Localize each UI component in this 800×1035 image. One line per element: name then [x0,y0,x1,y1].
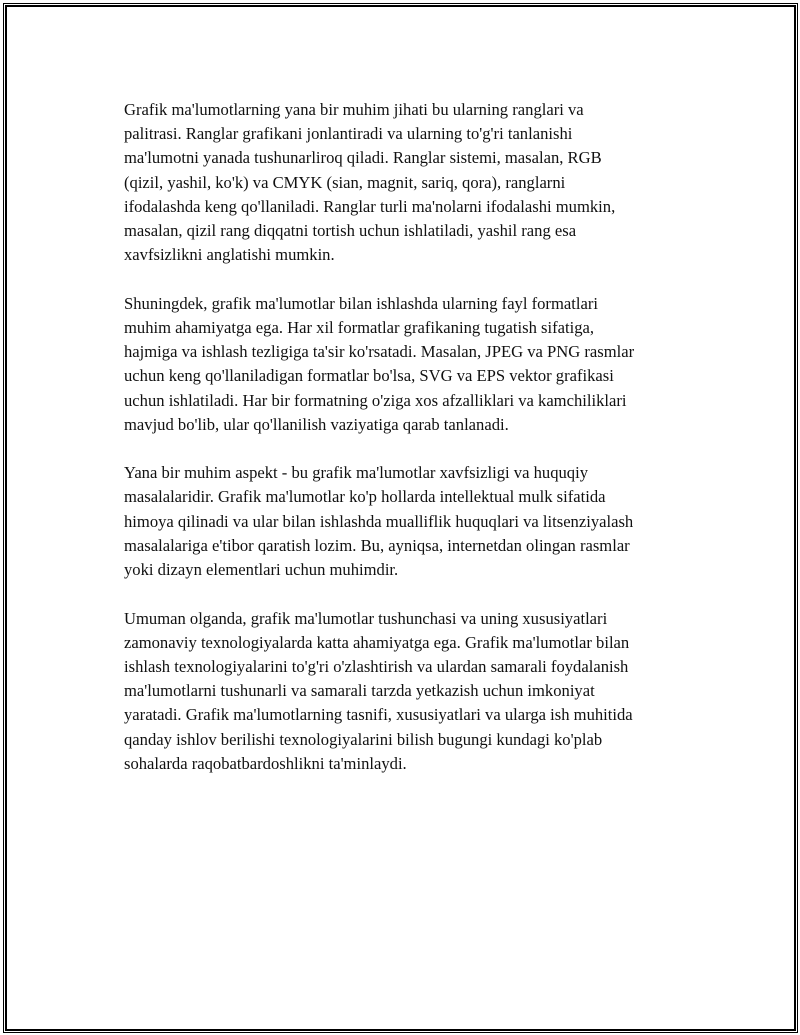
paragraph-file-formats [124,292,694,437]
text-line: yaratadi. Grafik ma'lumotlarning tasnifi, xususiyatlari va ularga ish muhitida [124,705,633,725]
page-border [3,3,798,1033]
text-line: palitrasi. Ranglar grafikani jonlantiradi va ularning to'g'ri tanlanishi [124,124,573,144]
text-line: ishlash texnologiyalarini to'g'ri o'zlashtirish va ulardan samarali foydalanish [124,656,629,676]
text-line: (qizil, yashil, ko'k) va CMYK (sian, magnit, sariq, qora), ranglarni [124,172,566,192]
text-line: muhim ahamiyatga ega. Har xil formatlar grafikaning tugatish sifatiga, [124,317,595,337]
text-line: Umuman olganda, grafik ma'lumotlar tushunchasi va uning xususiyatlari [124,608,608,628]
document-body [124,98,694,800]
paragraph-conclusion [124,607,694,776]
text-line: zamonaviy texnologiyalarda katta ahamiyatga ega. Grafik ma'lumotlar bilan [124,632,630,652]
text-line: uchun ishlatiladi. Har bir formatning o'ziga xos afzalliklari va kamchiliklari [124,390,627,410]
text-line: Yana bir muhim aspekt - bu grafik ma'lumotlar xavfsizligi va huquqiy [124,463,589,483]
text-line: uchun keng qo'llaniladigan formatlar bo'lsa, SVG va EPS vektor grafikasi [124,366,614,386]
text-line: ma'lumotni yanada tushunarliroq qiladi. Ranglar sistemi, masalan, RGB [124,148,602,168]
text-line: qanday ishlov berilishi texnologiyalarini bilish bugungi kundagi ko'plab [124,729,603,749]
text-line: himoya qilinadi va ular bilan ishlashda mualliflik huquqlari va litsenziyalash [124,511,634,531]
text-line: Grafik ma'lumotlarning yana bir muhim jihati bu ularning ranglari va [124,100,584,119]
text-line: masalan, qizil rang diqqatni tortish uchun ishlatiladi, yashil rang esa [124,221,577,241]
text-line: yoki dizayn elementlari uchun muhimdir. [124,560,399,580]
paragraph-colors [124,98,694,267]
text-line: hajmiga va ishlash tezligiga ta'sir ko'rsatadi. Masalan, JPEG va PNG rasmlar [124,342,635,362]
text-line: sohalarda raqobatbardoshlikni ta'minlaydi. [124,753,407,773]
text-line: ifodalashda keng qo'llaniladi. Ranglar turli ma'nolarni ifodalashi mumkin, [124,196,616,216]
text-line: ma'lumotlarni tushunarli va samarali tarzda yetkazish uchun imkoniyat [124,681,595,701]
text-line: Shuningdek, grafik ma'lumotlar bilan ishlashda ularning fayl formatlari [124,293,598,313]
text-line: mavjud bo'lib, ular qo'llanilish vaziyatiga qarab tanlanadi. [124,414,509,434]
text-line: masalalaridir. Grafik ma'lumotlar ko'p hollarda intellektual mulk sifatida [124,487,606,507]
paragraph-security-legal [124,461,694,582]
text-line: masalalariga e'tibor qaratish lozim. Bu, ayniqsa, internetdan olingan rasmlar [124,535,630,555]
text-line: xavfsizlikni anglatishi mumkin. [124,245,335,265]
